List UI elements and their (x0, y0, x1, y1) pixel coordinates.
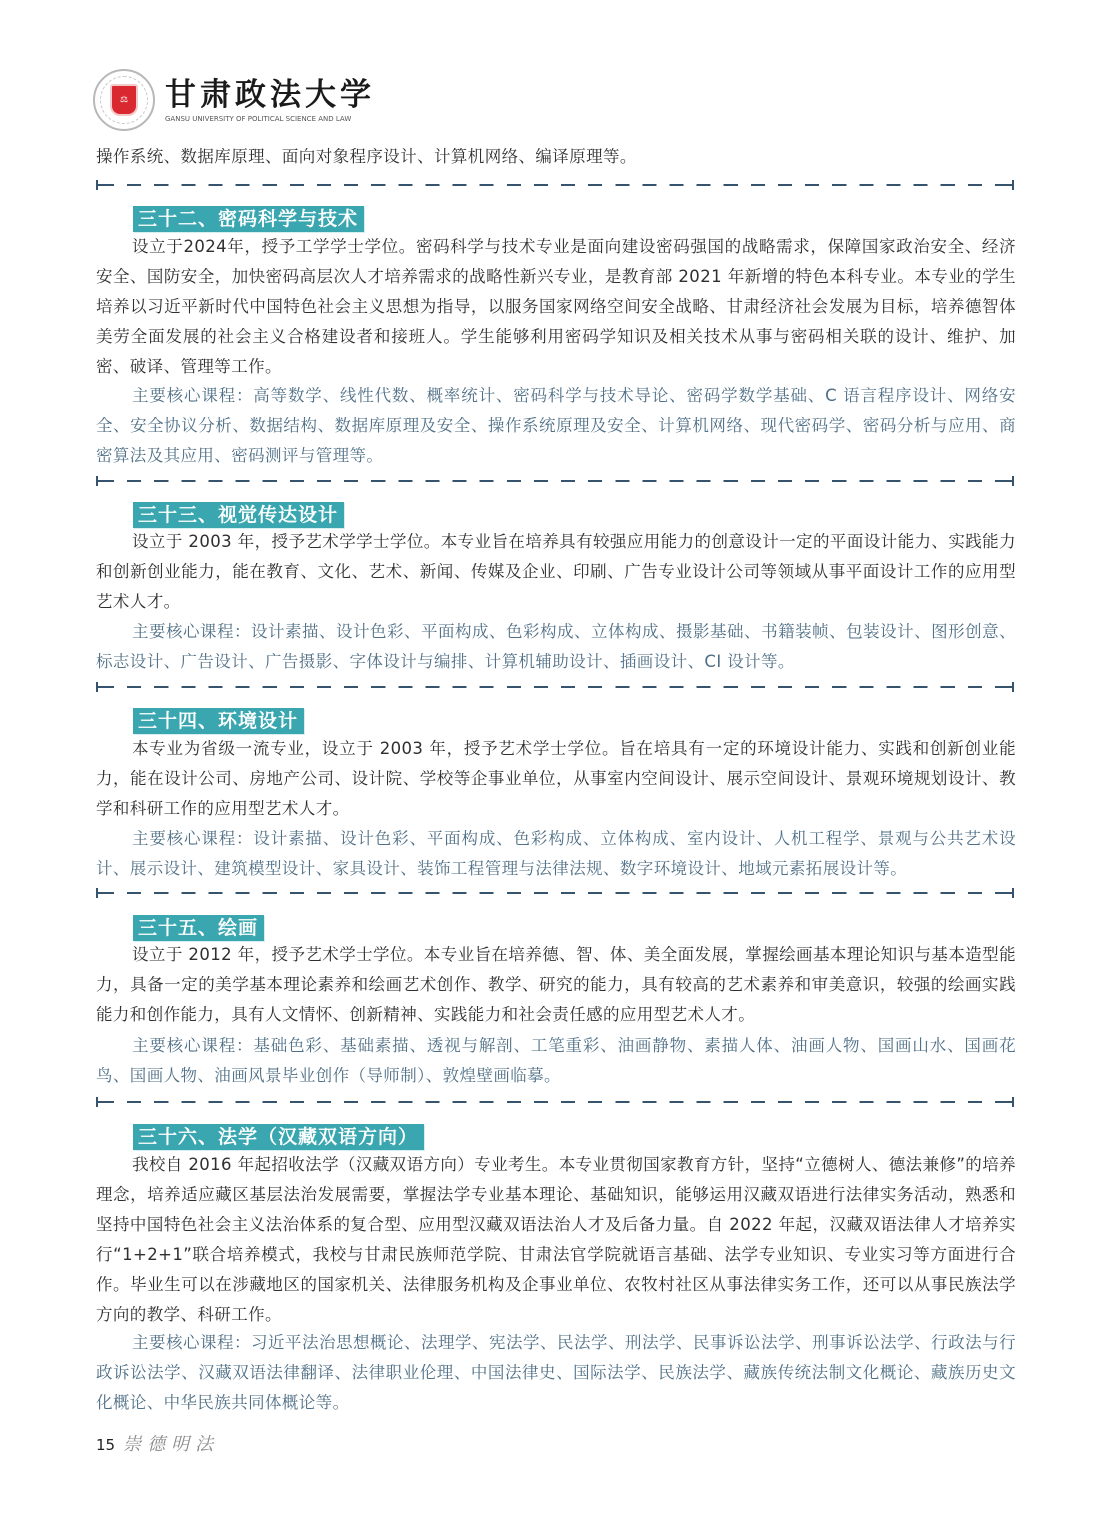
page-header (93, 68, 375, 132)
page-footer (96, 1430, 219, 1456)
section-heading: 三十六、法学（汉藏双语方向） (133, 1124, 424, 1150)
section-divider (96, 180, 1014, 190)
page-number: 15 (96, 1436, 116, 1454)
section-divider (96, 476, 1014, 486)
section-heading: 三十四、环境设计 (133, 708, 304, 734)
section-divider (96, 888, 1014, 898)
section-intro: 我校自 2016 年起招收法学（汉藏双语方向）专业考生。本专业贯彻国家教育方针，坚持“立德树人、德法兼修”的培养理念，培养适应藏区基层法治发展需要，掌握法学专业基本理论、基础知识，能够运用汉藏双语进行法律实务活动，熟悉和坚持中国特色社会主义法治体系的复合型、应用型汉藏双语法治人才及后备力量。自 2022 年起，汉藏双语法律人才培养实行“1+2+1”联合培养模式，我校与甘肃民族师范学院、甘肃法官学院就语言基础、法学专业知识、专业实习等方面进行合作。毕业生可以在涉藏地区的国家机关、法律服务机构及企事业单位、农牧村社区从事法律实务工作，还可以从事民族法学方向的教学、科研工作。 (96, 1155, 1016, 1324)
section-heading: 三十三、视觉传达设计 (133, 502, 344, 528)
university-name-en: GANSU UNIVERSITY OF POLITICAL SCIENCE AND LAW (165, 115, 352, 123)
section-courses: 主要核心课程：基础色彩、基础素描、透视与解剖、工笔重彩、油画静物、素描人体、油画人物、国画山水、国画花鸟、国画人物、油画风景毕业创作（导师制）、敦煌壁画临摹。 (96, 1036, 1016, 1085)
section-courses: 主要核心课程：设计素描、设计色彩、平面构成、色彩构成、立体构成、室内设计、人机工程学、景观与公共艺术设计、展示设计、建筑模型设计、家具设计、装饰工程管理与法律法规、数字环境设计、地域元素拓展设计等。 (96, 829, 1016, 878)
section-heading: 三十五、绘画 (133, 915, 264, 941)
section-intro: 设立于 2012 年，授予艺术学士学位。本专业旨在培养德、智、体、美全面发展，掌握绘画基本理论知识与基本造型能力，具备一定的美学基本理论素养和绘画艺术创作、教学、研究的能力，具有较高的艺术素养和审美意识，较强的绘画实践能力和创作能力，具有人文情怀、创新精神、实践能力和社会责任感的应用型艺术人才。 (96, 945, 1016, 1024)
footer-motto: 崇德明法 (123, 1434, 220, 1455)
section-intro: 本专业为省级一流专业，设立于 2003 年，授予艺术学士学位。旨在培具有一定的环境设计能力、实践和创新创业能力，能在设计公司、房地产公司、设计院、学校等企事业单位，从事室内空间设计、展示空间设计、景观环境规划设计、教学和科研工作的应用型艺术人才。 (96, 739, 1016, 818)
university-brand (165, 77, 375, 123)
section-courses: 主要核心课程：高等数学、线性代数、概率统计、密码科学与技术导论、密码学数学基础、C 语言程序设计、网络安全、安全协议分析、数据结构、数据库原理及安全、操作系统原理及安全、计算机网络、现代密码学、密码分析与应用、商密算法及其应用、密码测评与管理等。 (96, 386, 1016, 465)
section-divider (96, 1097, 1014, 1107)
university-name-cn: 甘肃政法大学 (165, 77, 375, 113)
section-courses: 主要核心课程：设计素描、设计色彩、平面构成、色彩构成、立体构成、摄影基础、书籍装帧、包装设计、图形创意、标志设计、广告设计、广告摄影、字体设计与编排、计算机辅助设计、插画设计、CI 设计等。 (96, 622, 1016, 671)
section-courses: 主要核心课程：习近平法治思想概论、法理学、宪法学、民法学、刑法学、民事诉讼法学、刑事诉讼法学、行政法与行政诉讼法学、汉藏双语法律翻译、法律职业伦理、中国法律史、国际法学、民族法学、藏族传统法制文化概论、藏族历史文化概论、中华民族共同体概论等。 (96, 1333, 1016, 1412)
section-heading: 三十二、密码科学与技术 (133, 206, 364, 232)
emblem-shield-icon: ⚖ (110, 84, 138, 116)
section-divider (96, 682, 1014, 692)
section-intro: 设立于 2003 年，授予艺术学学士学位。本专业旨在培养具有较强应用能力的创意设计一定的平面设计能力、实践能力和创新创业能力，能在教育、文化、艺术、新闻、传媒及企业、印刷、广告专业设计公司等领域从事平面设计工作的应用型艺术人才。 (96, 532, 1016, 611)
university-emblem-icon (93, 69, 155, 131)
section-intro: 设立于2024年，授予工学学士学位。密码科学与技术专业是面向建设密码强国的战略需求，保障国家政治安全、经济安全、国防安全，加快密码高层次人才培养需求的战略性新兴专业，是教育部 2021 年新增的特色本科专业。本专业的学生培养以习近平新时代中国特色社会主义思想为指导，以服务国家网络空间安全战略、甘肃经济社会发展为目标，培养德智体美劳全面发展的社会主义合格建设者和接班人。学生能够利用密码学知识及相关技术从事与密码相关联的设计、维护、加密、破译、管理等工作。 (96, 237, 1016, 376)
continuation-text: 操作系统、数据库原理、面向对象程序设计、计算机网络、编译原理等。 (96, 147, 637, 166)
